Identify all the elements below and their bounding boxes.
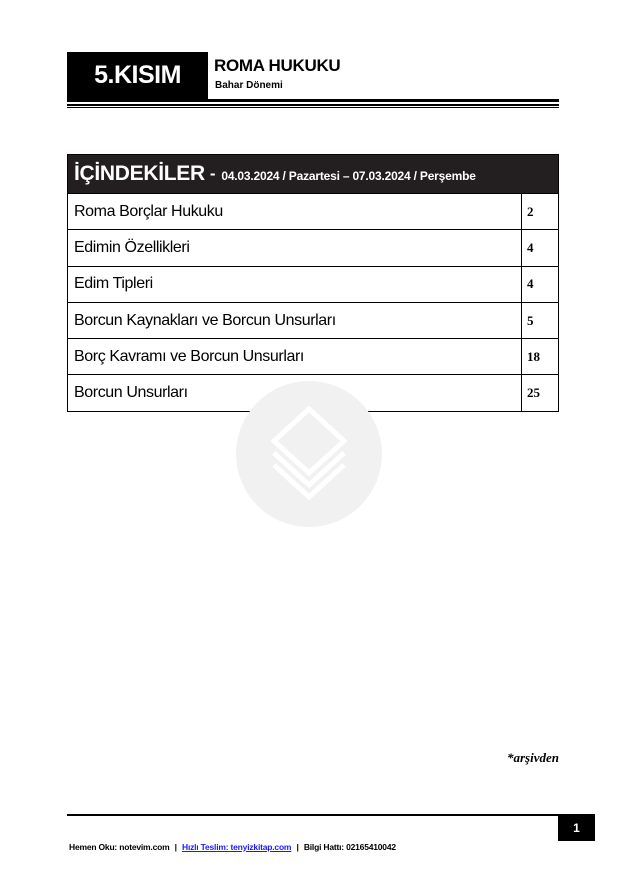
toc-dates: 04.03.2024 / Pazartesi – 07.03.2024 / Perşembe	[221, 169, 476, 183]
footer-separator: |	[296, 842, 299, 852]
stacked-pages-icon	[236, 381, 382, 527]
toc-entry-page: 5	[527, 312, 534, 328]
fast-delivery-link[interactable]: Hızlı Teslim: tenyizkitap.com	[182, 842, 292, 852]
hotline-text: Bilgi Hattı: 02165410042	[303, 842, 396, 852]
toc-entry-label: Roma Borçlar Hukuku	[68, 194, 522, 229]
toc-entry-label: Edimin Özellikleri	[68, 230, 522, 265]
toc-entry-page: 4	[527, 239, 534, 255]
footer-rule	[67, 814, 559, 816]
toc-row[interactable]	[68, 338, 558, 374]
watermark-logo	[236, 381, 382, 527]
toc-row[interactable]	[68, 266, 558, 302]
toc-entry-page: 25	[527, 385, 540, 401]
archive-note: *arşivden	[507, 750, 559, 765]
page-number: 1	[558, 814, 595, 841]
header-rule-thin	[67, 104, 559, 106]
footer-separator: |	[174, 842, 177, 852]
toc-entry-label: Borcun Kaynakları ve Borcun Unsurları	[68, 303, 522, 338]
footer-info	[69, 842, 396, 852]
header-rule	[67, 99, 559, 102]
toc-row[interactable]	[68, 302, 558, 338]
toc-entry-label: Borcun Unsurları	[68, 375, 522, 410]
toc-entry-page: 4	[527, 276, 534, 292]
toc-entry-page: 2	[527, 203, 534, 219]
document-title: ROMA HUKUKU	[214, 56, 341, 75]
document-subtitle: Bahar Dönemi	[215, 80, 283, 91]
toc-row[interactable]	[68, 229, 558, 265]
toc-row[interactable]	[68, 193, 558, 229]
toc-heading-bar	[68, 155, 558, 193]
section-badge: 5.KISIM	[67, 52, 208, 99]
toc-heading: İÇİNDEKİLER	[74, 162, 205, 185]
header-rule-thin	[67, 107, 559, 108]
table-of-contents	[67, 154, 559, 412]
toc-dash: -	[209, 164, 216, 183]
toc-entry-page: 18	[527, 348, 540, 364]
toc-entry-label: Borç Kavramı ve Borcun Unsurları	[68, 339, 522, 374]
toc-entry-label: Edim Tipleri	[68, 267, 522, 302]
read-online-text: Hemen Oku: notevim.com	[69, 842, 170, 852]
